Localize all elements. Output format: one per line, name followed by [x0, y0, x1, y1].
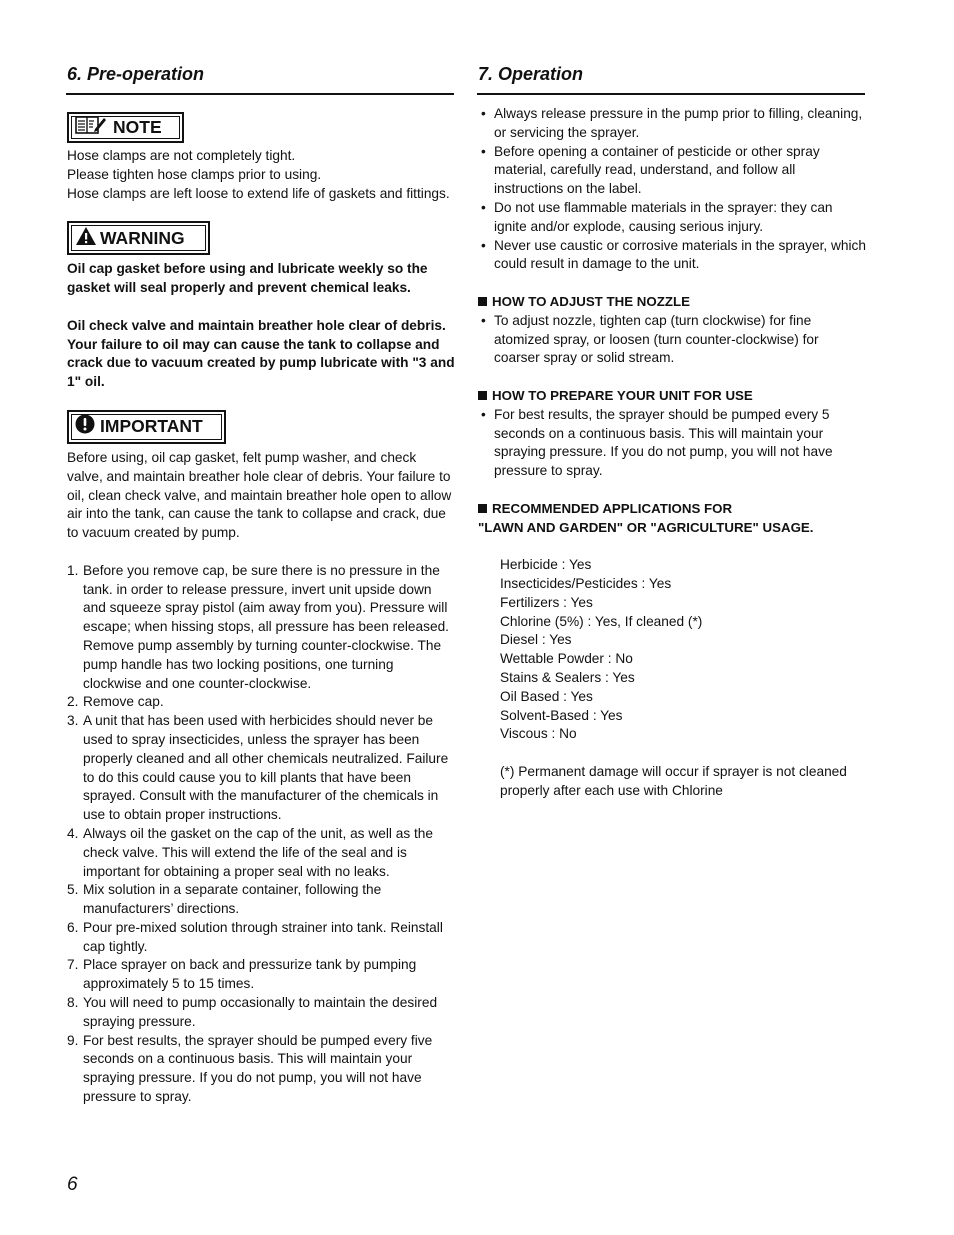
nozzle-bullets	[478, 312, 866, 368]
list-item: 7. Place sprayer on back and pressurize tank by pumping approximately 5 to 15 times.	[67, 957, 417, 992]
warning-label-box	[67, 221, 210, 255]
list-item: • Do not use flammable materials in the sprayer: they can ignite and/or explode, causing serious injury.	[478, 199, 866, 237]
recommended-heading-line2: "LAWN AND GARDEN" OR "AGRICULTURE" USAGE.	[478, 519, 814, 535]
nozzle-heading: HOW TO ADJUST THE NOZZLE	[478, 293, 866, 312]
warning-triangle-icon	[75, 226, 97, 251]
list-item: 2. Remove cap.	[67, 694, 164, 710]
list-item: 8. You will need to pump occasionally to maintain the desired spraying pressure.	[67, 995, 438, 1029]
warning-paragraph: Oil check valve and maintain breather hole clear of debris. Your failure to oil may can cause the tank to collapse and crack due to vacuum created by pump lubricate with "3 and 1" oil.	[67, 317, 455, 390]
prepare-heading: HOW TO PREPARE YOUR UNIT FOR USE	[478, 387, 866, 406]
chlorine-footnote: (*) Permanent damage will occur if sprayer is not cleaned properly after each use with Chlorine	[500, 763, 847, 798]
prepare-bullets	[478, 406, 866, 481]
list-item: Insecticides/Pesticides : Yes	[500, 575, 672, 591]
warning-text	[67, 260, 455, 392]
applications-list	[478, 556, 866, 800]
square-bullet-icon	[478, 297, 487, 306]
square-bullet-icon	[478, 504, 487, 513]
list-item: Viscous : No	[500, 726, 577, 742]
warning-section	[67, 221, 455, 392]
list-item: Wettable Powder : No	[500, 651, 633, 667]
important-label: IMPORTANT	[100, 416, 203, 437]
note-label-box	[67, 112, 184, 143]
warning-paragraph: Oil cap gasket before using and lubricate weekly so the gasket will seal properly and prevent chemical leaks.	[67, 261, 428, 296]
important-label-box	[67, 410, 226, 444]
list-item: • Always release pressure in the pump prior to filling, cleaning, or servicing the sprayer.	[478, 105, 866, 143]
note-label: NOTE	[113, 117, 162, 137]
list-item: • For best results, the sprayer should be pumped every 5 seconds on a continuous basis. This will maintain your spraying pressure. If you do not pump, you will not have pressure to spray.	[478, 406, 866, 481]
important-section	[67, 410, 455, 543]
note-text	[67, 147, 455, 203]
list-item: • To adjust nozzle, tighten cap (turn clockwise) for fine atomized spray, or loosen (turn counter-clockwise) for coarser spray or solid stream.	[478, 312, 866, 368]
title-rule	[477, 93, 865, 95]
list-item: Stains & Sealers : Yes	[500, 669, 635, 685]
nozzle-section	[478, 293, 866, 368]
warning-label: WARNING	[100, 227, 185, 248]
operation-bullets	[478, 105, 866, 274]
list-item: 1. Before you remove cap, be sure there is no pressure in the tank. in order to release pressure, invert unit upside down and squeeze spray pistol (aim away from you). Pressure will escape; when hissing stops, all pressure has been released. Remove pump assembly by turning counter-clockwise. The pump handle has two locking positions, one turning clockwise and one counter-clockwise.	[67, 562, 449, 691]
note-line: Please tighten hose clamps prior to using.	[67, 166, 322, 182]
pre-operation-title: 6. Pre-operation	[67, 64, 205, 84]
list-item: 9. For best results, the sprayer should be pumped every five seconds on a continuous basis. This will maintain your spraying pressure. If you do not pump, you will not have pressure to spray.	[67, 1032, 433, 1105]
square-bullet-icon	[478, 391, 487, 400]
pre-operation-column	[67, 58, 455, 1107]
important-text: Before using, oil cap gasket, felt pump washer, and check valve, and maintain breather hole clear of debris. Your failure to oil, clean check valve, and maintain breather hole open to allow air into the tank, can cause the tank to collapse and crack, due to vacuum created by pump.	[67, 449, 452, 541]
note-line: Hose clamps are left loose to extend life of gaskets and fittings.	[67, 185, 450, 201]
list-item: 4. Always oil the gasket on the cap of the unit, as well as the check valve. This will extend the life of the seal and is important for obtaining a proper seal with no leaks.	[67, 825, 433, 879]
list-item: • Never use caustic or corrosive materials in the sprayer, which could result in damage to the unit.	[478, 237, 866, 275]
exclamation-circle-icon	[75, 414, 95, 439]
list-item: Oil Based : Yes	[500, 688, 593, 704]
operation-title: 7. Operation	[478, 64, 584, 84]
prepare-section	[478, 387, 866, 481]
list-item: Diesel : Yes	[500, 632, 572, 648]
list-item: Chlorine (5%) : Yes, If cleaned (*)	[500, 613, 703, 629]
list-item: 6. Pour pre-mixed solution through strainer into tank. Reinstall cap tightly.	[67, 919, 443, 954]
list-item: Solvent-Based : Yes	[500, 707, 623, 723]
operation-column	[478, 58, 866, 800]
pre-operation-steps	[67, 562, 455, 1107]
recommended-section	[478, 500, 866, 801]
list-item: • Before opening a container of pesticide or other spray material, carefully read, understand, and follow all instructions on the label.	[478, 143, 866, 199]
list-item: 3. A unit that has been used with herbicides should never be used to spray insecticides, unless the sprayer has been properly cleaned and all other chemicals neutralized. Failure to do this could cause you to kill plants that have been sprayed. Consult with the manufacturer of the chemicals in use to obtain proper instructions.	[67, 713, 449, 823]
page-number: 6	[67, 1174, 78, 1195]
list-item: Herbicide : Yes	[500, 557, 592, 573]
notebook-pencil-icon	[75, 115, 107, 140]
list-item: Fertilizers : Yes	[500, 594, 593, 610]
list-item: 5. Mix solution in a separate container, following the manufacturers’ directions.	[67, 882, 382, 917]
title-rule	[66, 93, 454, 95]
note-line: Hose clamps are not completely tight.	[67, 148, 296, 163]
note-section	[67, 112, 455, 203]
recommended-heading: RECOMMENDED APPLICATIONS FOR	[478, 500, 866, 519]
